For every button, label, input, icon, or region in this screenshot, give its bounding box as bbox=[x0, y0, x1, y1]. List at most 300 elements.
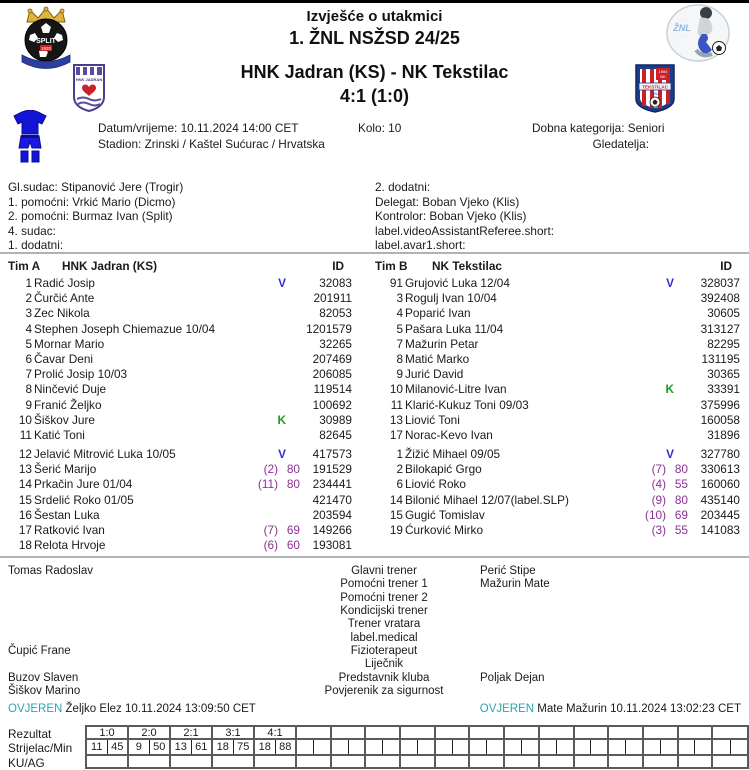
player-name: Srdelić Roko 01/05 bbox=[34, 492, 134, 507]
scorer-minute-split bbox=[644, 740, 677, 754]
player-badge bbox=[632, 382, 688, 396]
staff-row bbox=[8, 632, 741, 645]
goal-minute: 88 bbox=[279, 741, 292, 753]
player-number: 16 bbox=[18, 507, 32, 522]
blue-kit-icon bbox=[8, 110, 52, 164]
sub-minute: 80 bbox=[674, 462, 688, 477]
player-name: Poparić Ivan bbox=[405, 306, 471, 321]
scorer-minute-cell bbox=[213, 740, 255, 754]
sub-minute: 55 bbox=[674, 477, 688, 492]
match-score: 4:1 (1:0) bbox=[339, 86, 410, 106]
sub-replaced-number: (9) bbox=[651, 492, 666, 507]
certified-right bbox=[480, 703, 741, 715]
scorer-number: 9 bbox=[129, 740, 150, 754]
scorer-minute-cell bbox=[297, 740, 332, 754]
captain-badge: K bbox=[277, 412, 286, 427]
scorer-minute-cell bbox=[540, 740, 575, 754]
player-id: 328037 bbox=[700, 276, 740, 290]
result-cell bbox=[713, 727, 747, 738]
player-row bbox=[8, 367, 352, 382]
player-badge bbox=[632, 493, 688, 507]
goal-minute bbox=[418, 740, 434, 754]
result-cell bbox=[366, 727, 401, 738]
player-row bbox=[8, 462, 352, 477]
team-a-header bbox=[8, 259, 352, 276]
scorer-number bbox=[679, 740, 696, 754]
scorer-number: 11 bbox=[87, 740, 108, 754]
player-number: 6 bbox=[396, 477, 403, 492]
goal-minute bbox=[487, 740, 503, 754]
staff-row bbox=[8, 672, 741, 685]
goal-minute bbox=[626, 740, 642, 754]
cards-cell bbox=[213, 756, 255, 767]
player-name: Stephen Joseph Chiemazue 10/04 bbox=[34, 321, 216, 336]
player-name: Liović Roko bbox=[405, 477, 466, 492]
age-category: Dobna kategorija: Seniori bbox=[532, 121, 665, 135]
hnk-jadran-crest-icon bbox=[72, 63, 106, 113]
official-entry: 1. pomoćni: Vrkić Mario (Dicmo) bbox=[8, 194, 176, 209]
team-a-label: Tim A bbox=[8, 259, 41, 273]
result-cell: 2:0 bbox=[129, 727, 171, 738]
player-row bbox=[375, 493, 740, 508]
staff-role: Trener vratara bbox=[347, 618, 421, 631]
player-name: Mornar Mario bbox=[34, 336, 105, 351]
player-name: Šiškov Jure bbox=[34, 412, 95, 427]
team-a-panel bbox=[8, 259, 352, 553]
player-name: Zec Nikola bbox=[34, 306, 90, 321]
staff-role: Pomoćni trener 2 bbox=[340, 591, 428, 604]
scorer-minute-cell bbox=[575, 740, 610, 754]
result-row-label: Rezultat bbox=[8, 727, 52, 741]
scorer-minute-split bbox=[436, 740, 469, 754]
staff-row bbox=[8, 645, 741, 658]
staff-team-a-name: Buzov Slaven bbox=[8, 671, 79, 684]
player-name: Jurić David bbox=[405, 367, 464, 382]
team-b-label: Tim B bbox=[375, 259, 408, 273]
svg-text:1920: 1920 bbox=[40, 46, 52, 51]
svg-text:TEKSTILAC: TEKSTILAC bbox=[642, 84, 668, 90]
sub-minute: 69 bbox=[286, 523, 300, 537]
player-id: 30989 bbox=[319, 412, 352, 427]
player-id: 375996 bbox=[700, 397, 740, 412]
player-name: Žižić Mihael 09/05 bbox=[405, 447, 501, 462]
player-number: 7 bbox=[25, 367, 32, 382]
player-row bbox=[8, 382, 352, 397]
cards-row-label: KU/AG bbox=[8, 756, 45, 770]
scorer-row-label: Strijelac/Min bbox=[8, 741, 73, 755]
scorer-minute-split bbox=[505, 740, 538, 754]
player-badge bbox=[632, 523, 688, 537]
stadium: Stadion: Zrinski / Kaštel Sućurac / Hrvatska bbox=[98, 137, 325, 151]
player-badge bbox=[244, 538, 300, 552]
svg-text:ŽNL: ŽNL bbox=[673, 23, 691, 33]
cards-cell bbox=[540, 756, 575, 767]
scorer-minute-cell bbox=[332, 740, 367, 754]
player-id: 33391 bbox=[707, 382, 740, 397]
official-entry: 2. dodatni: bbox=[375, 180, 431, 194]
player-id: 435140 bbox=[700, 492, 740, 507]
scorer-minute-cell bbox=[87, 740, 129, 754]
staff-team-b-name: Perić Stipe bbox=[480, 565, 536, 577]
scorer-number bbox=[575, 740, 592, 754]
player-row bbox=[375, 276, 740, 291]
sub-minute: 80 bbox=[674, 492, 688, 507]
team-a-name: HNK Jadran (KS) bbox=[62, 259, 158, 273]
player-row bbox=[8, 508, 352, 523]
sub-minute: 60 bbox=[286, 538, 300, 553]
player-number: 19 bbox=[389, 523, 403, 537]
player-name: Matić Marko bbox=[405, 351, 470, 366]
player-name: Ninčević Duje bbox=[34, 382, 107, 397]
player-name: Šerić Marijo bbox=[34, 462, 97, 477]
scorer-number bbox=[609, 740, 626, 754]
team-a-starters bbox=[8, 276, 352, 443]
scorer-minute-cell bbox=[366, 740, 401, 754]
nsz-split-crest-icon bbox=[17, 5, 75, 71]
player-id: 30605 bbox=[707, 306, 740, 321]
match-datetime: Datum/vrijeme: 10.11.2024 14:00 CET bbox=[98, 121, 299, 135]
official-entry: Delegat: Boban Vjeko (Klis) bbox=[375, 194, 520, 209]
player-badge bbox=[632, 508, 688, 522]
cards-cell bbox=[679, 756, 714, 767]
player-row bbox=[8, 428, 352, 443]
official-entry: Gl.sudac: Stipanović Jere (Trogir) bbox=[8, 180, 184, 194]
goalkeeper-badge: V bbox=[278, 276, 286, 290]
player-number: 91 bbox=[389, 276, 403, 290]
goal-minute bbox=[557, 740, 573, 754]
player-number: 15 bbox=[18, 492, 32, 507]
player-id: 82053 bbox=[319, 306, 352, 321]
cards-cell bbox=[609, 756, 644, 767]
player-name: Milanović-Litre Ivan bbox=[405, 382, 507, 397]
svg-text:NK: NK bbox=[660, 74, 666, 79]
officials-right-column bbox=[375, 180, 554, 253]
scorer-number bbox=[470, 740, 487, 754]
sub-replaced-number: (11) bbox=[257, 477, 278, 492]
scorer-minute-cell bbox=[679, 740, 714, 754]
staff-role: Kondicijski trener bbox=[340, 605, 428, 618]
scorer-minute-split bbox=[609, 740, 642, 754]
match-round: Kolo: 10 bbox=[358, 121, 402, 135]
player-badge bbox=[244, 523, 300, 537]
player-id: 31896 bbox=[707, 427, 740, 442]
scorer-number bbox=[540, 740, 557, 754]
player-id: 191529 bbox=[312, 462, 352, 477]
player-name: Mažurin Petar bbox=[405, 336, 479, 351]
cards-cell bbox=[87, 756, 129, 767]
result-cell bbox=[401, 727, 436, 738]
cards-cell bbox=[332, 756, 367, 767]
team-b-panel bbox=[375, 259, 740, 538]
player-row bbox=[375, 352, 740, 367]
player-id: 100692 bbox=[312, 397, 352, 412]
player-id: 417573 bbox=[312, 447, 352, 462]
scorer-minute-split bbox=[366, 740, 399, 754]
goal-minute: 45 bbox=[111, 741, 124, 753]
certified-left-text: Željko Elez 10.11.2024 13:09:50 CET bbox=[62, 703, 256, 715]
player-number: 1 bbox=[396, 447, 403, 462]
player-id: 141083 bbox=[700, 523, 740, 537]
staff-row bbox=[8, 658, 741, 671]
staff-row bbox=[8, 605, 741, 618]
result-cell bbox=[644, 727, 679, 738]
staff-team-b-name: Poljak Dejan bbox=[480, 671, 545, 684]
sub-replaced-number: (2) bbox=[263, 462, 278, 477]
player-row bbox=[375, 337, 740, 352]
sub-minute: 55 bbox=[674, 523, 688, 537]
goal-minute bbox=[383, 740, 399, 754]
player-id: 327780 bbox=[700, 447, 740, 462]
scorer-minute-split bbox=[171, 740, 211, 754]
result-cell: 1:0 bbox=[87, 727, 129, 738]
result-cell bbox=[297, 727, 332, 738]
player-name: Pašara Luka 11/04 bbox=[405, 321, 504, 336]
player-number: 10 bbox=[389, 382, 403, 397]
result-cell: 3:1 bbox=[213, 727, 255, 738]
goal-minute: 50 bbox=[153, 741, 166, 753]
team-b-starters bbox=[375, 276, 740, 443]
player-number: 2 bbox=[396, 462, 403, 477]
player-id: 313127 bbox=[700, 321, 740, 336]
scorer-minute-split bbox=[540, 740, 573, 754]
player-badge bbox=[632, 276, 688, 290]
player-id: 206085 bbox=[312, 367, 352, 382]
staff-team-a-name: Tomas Radoslav bbox=[8, 565, 94, 577]
staff-role: label.medical bbox=[350, 631, 418, 644]
scorer-minute-split bbox=[713, 740, 747, 754]
certified-left-label: OVJEREN bbox=[8, 703, 63, 715]
player-number: 9 bbox=[396, 367, 403, 382]
player-id: 392408 bbox=[700, 291, 740, 306]
player-number: 7 bbox=[396, 336, 403, 351]
player-row bbox=[8, 276, 352, 291]
sub-replaced-number: (3) bbox=[651, 523, 666, 537]
result-cell: 4:1 bbox=[255, 727, 297, 738]
player-id: 421470 bbox=[312, 492, 352, 507]
player-number: 13 bbox=[389, 412, 403, 427]
match-title: HNK Jadran (KS) - NK Tekstilac bbox=[240, 62, 509, 82]
official-entry: Kontrolor: Boban Vjeko (Klis) bbox=[375, 209, 527, 224]
sub-replaced-number: (7) bbox=[263, 523, 278, 537]
player-name: Gugić Tomislav bbox=[405, 507, 485, 522]
scorer-number bbox=[297, 740, 314, 754]
goal-minute bbox=[661, 740, 677, 754]
player-id: 193081 bbox=[312, 538, 352, 553]
player-number: 17 bbox=[389, 427, 403, 442]
sub-replaced-number: (10) bbox=[645, 507, 666, 522]
certified-right-text: Mate Mažurin 10.11.2024 13:02:23 CET bbox=[534, 703, 741, 715]
result-cell bbox=[679, 727, 714, 738]
player-name: Čurčić Ante bbox=[34, 291, 95, 306]
report-title: Izvješće o utakmici bbox=[306, 8, 443, 25]
staff-role: Pomoćni trener 1 bbox=[340, 578, 428, 591]
player-row bbox=[8, 413, 352, 428]
player-number: 4 bbox=[25, 321, 32, 336]
goalkeeper-badge: V bbox=[666, 447, 674, 462]
scorer-number bbox=[436, 740, 453, 754]
scorer-number: 18 bbox=[213, 740, 234, 754]
scorer-minute-cell bbox=[129, 740, 171, 754]
certified-left bbox=[8, 703, 256, 715]
player-row bbox=[8, 398, 352, 413]
sub-minute: 69 bbox=[674, 507, 688, 522]
player-row bbox=[375, 322, 740, 337]
player-id: 1201579 bbox=[306, 321, 352, 336]
scorer-minute-cell bbox=[644, 740, 679, 754]
scorer-minute-cell bbox=[470, 740, 505, 754]
scorer-minute-cell bbox=[505, 740, 540, 754]
player-id: 119514 bbox=[313, 382, 352, 397]
staff-role: Povjerenik za sigurnost bbox=[324, 685, 444, 698]
staff-role: Predstavnik kluba bbox=[338, 671, 430, 684]
top-rule bbox=[0, 0, 749, 3]
player-id: 30365 bbox=[707, 367, 740, 382]
player-number: 15 bbox=[389, 507, 403, 522]
scorer-number bbox=[505, 740, 522, 754]
player-id: 330613 bbox=[700, 462, 740, 477]
player-row bbox=[375, 382, 740, 397]
player-row bbox=[8, 352, 352, 367]
player-id: 207469 bbox=[312, 351, 352, 366]
staff-row bbox=[8, 685, 741, 698]
goal-minute bbox=[453, 740, 469, 754]
player-badge bbox=[244, 276, 300, 290]
player-name: Relota Hrvoje bbox=[34, 538, 106, 553]
cards-cell bbox=[644, 756, 679, 767]
league-title: 1. ŽNL NSŽSD 24/25 bbox=[289, 28, 460, 48]
player-name: Bilonić Mihael 12/07(label.SLP) bbox=[405, 492, 569, 507]
player-number: 5 bbox=[25, 336, 32, 351]
result-cell bbox=[575, 727, 610, 738]
player-number: 14 bbox=[18, 477, 32, 492]
svg-text:SINJ: SINJ bbox=[651, 92, 659, 96]
player-name: Ćurković Mirko bbox=[405, 523, 483, 537]
player-number: 12 bbox=[18, 447, 32, 462]
player-name: Klarić-Kukuz Toni 09/03 bbox=[405, 397, 529, 412]
scorer-minute-cell bbox=[401, 740, 436, 754]
player-badge bbox=[244, 413, 300, 427]
official-entry: 2. pomoćni: Burmaz Ivan (Split) bbox=[8, 209, 173, 224]
player-id: 149266 bbox=[312, 523, 352, 537]
player-badge bbox=[632, 477, 688, 491]
scorer-minute-split bbox=[87, 740, 127, 754]
staff-role: Glavni trener bbox=[351, 565, 417, 577]
official-entry: label.avar1.short: bbox=[375, 238, 466, 253]
player-row bbox=[8, 291, 352, 306]
scorer-number bbox=[401, 740, 418, 754]
official-entry: label.videoAssistantReferee.short: bbox=[375, 223, 555, 238]
officials-left-column bbox=[8, 180, 183, 253]
player-id: 32083 bbox=[319, 276, 352, 290]
scorer-number bbox=[332, 740, 349, 754]
goalkeeper-badge: V bbox=[278, 447, 286, 462]
result-cell: 2:1 bbox=[171, 727, 213, 738]
player-id: 82645 bbox=[319, 427, 352, 442]
svg-text:SPLIT: SPLIT bbox=[36, 38, 56, 45]
staff-team-a-name: Čupić Frane bbox=[8, 645, 71, 658]
player-row bbox=[8, 538, 352, 553]
player-number: 3 bbox=[25, 306, 32, 321]
player-id: 160060 bbox=[700, 477, 740, 492]
scorer-minute-split bbox=[470, 740, 503, 754]
player-number: 3 bbox=[396, 291, 403, 306]
player-name: Jelavić Mitrović Luka 10/05 bbox=[34, 447, 176, 462]
cards-row bbox=[87, 756, 747, 767]
player-number: 13 bbox=[18, 462, 32, 477]
team-a-id-header: ID bbox=[332, 259, 344, 273]
player-badge bbox=[632, 462, 688, 476]
cards-cell bbox=[470, 756, 505, 767]
player-number: 17 bbox=[18, 523, 32, 537]
sub-minute: 80 bbox=[286, 462, 300, 477]
nk-tekstilac-crest-icon bbox=[634, 63, 676, 113]
sub-replaced-number: (7) bbox=[651, 462, 666, 477]
divider bbox=[0, 556, 749, 558]
znl-league-logo-icon bbox=[666, 4, 730, 62]
scorer-minute-split bbox=[213, 740, 253, 754]
player-row bbox=[8, 523, 352, 538]
player-row bbox=[8, 337, 352, 352]
team-b-header bbox=[375, 259, 740, 276]
attendance: Gledatelja: bbox=[592, 137, 649, 151]
staff-role: Fizioterapeut bbox=[350, 645, 418, 658]
team-b-id-header: ID bbox=[720, 259, 732, 273]
player-id: 203445 bbox=[700, 507, 740, 522]
cards-cell bbox=[129, 756, 171, 767]
staff-row bbox=[8, 578, 741, 591]
result-cell bbox=[609, 727, 644, 738]
scorer-minute-split bbox=[129, 740, 169, 754]
player-row bbox=[8, 322, 352, 337]
player-row bbox=[375, 428, 740, 443]
player-id: 32265 bbox=[319, 336, 352, 351]
player-number: 9 bbox=[25, 397, 32, 412]
official-entry: 4. sudac: bbox=[8, 223, 56, 238]
player-number: 11 bbox=[390, 397, 403, 412]
player-name: Čavar Deni bbox=[34, 351, 94, 366]
player-name: Liović Toni bbox=[405, 412, 460, 427]
player-number: 6 bbox=[25, 351, 32, 366]
team-a-substitutes bbox=[8, 447, 352, 553]
scorer-minute-cell bbox=[436, 740, 471, 754]
player-row bbox=[375, 398, 740, 413]
scorer-minute-cell bbox=[171, 740, 213, 754]
scorer-minute-split bbox=[332, 740, 365, 754]
player-id: 201911 bbox=[313, 291, 352, 306]
result-cell bbox=[436, 727, 471, 738]
player-name: Katić Toni bbox=[34, 427, 85, 442]
scorer-number bbox=[644, 740, 661, 754]
cards-cell bbox=[366, 756, 401, 767]
player-id: 82295 bbox=[707, 336, 740, 351]
player-number: 18 bbox=[18, 538, 32, 553]
cards-cell bbox=[297, 756, 332, 767]
player-name: Prkačin Jure 01/04 bbox=[34, 477, 133, 492]
scorer-minute-split bbox=[575, 740, 608, 754]
player-name: Franić Željko bbox=[34, 397, 102, 412]
player-row bbox=[375, 447, 740, 462]
player-row bbox=[375, 477, 740, 492]
player-number: 2 bbox=[25, 291, 32, 306]
player-row bbox=[8, 306, 352, 321]
player-name: Ratković Ivan bbox=[34, 523, 105, 537]
player-id: 234441 bbox=[312, 477, 352, 492]
svg-text:~~~: ~~~ bbox=[678, 18, 686, 23]
goal-minute bbox=[522, 740, 538, 754]
svg-text:~~~: ~~~ bbox=[678, 34, 686, 39]
sub-replaced-number: (6) bbox=[263, 538, 278, 553]
captain-badge: K bbox=[665, 382, 674, 397]
